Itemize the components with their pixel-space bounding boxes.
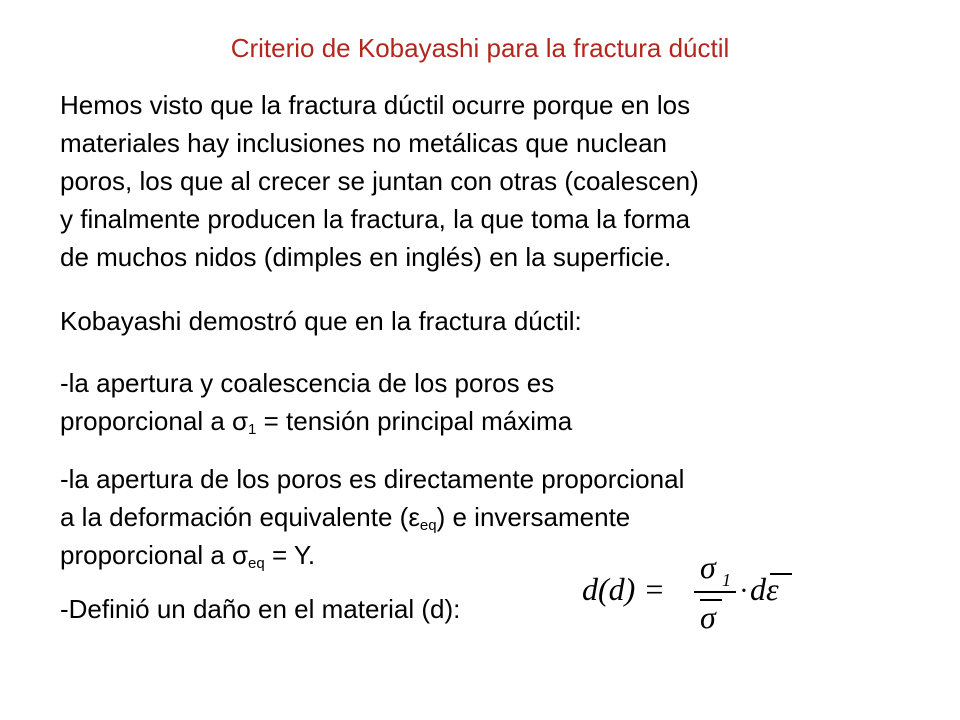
- point2-line2-tail: ) e inversamente: [436, 502, 631, 532]
- sigma-subscript: 1: [248, 421, 257, 438]
- formula-numerator: σ: [700, 549, 716, 585]
- intro-paragraph: [60, 86, 860, 276]
- slide-title: Criterio de Kobayashi para la fractura dúctil: [230, 33, 730, 63]
- sigma-eq-subscript: eq: [248, 555, 265, 572]
- point2-line3-text: proporcional a σ: [60, 540, 249, 570]
- intro-line: y finalmente producen la fractura, la que toma la forma: [60, 204, 691, 234]
- formula-numerator-subscript: 1: [722, 570, 731, 590]
- point2-line2-text: a la deformación equivalente (ε: [60, 502, 420, 532]
- point1-line2: [60, 402, 860, 440]
- point1-line2-text: proporcional a σ: [60, 406, 249, 436]
- kobayashi-intro: Kobayashi demostró que en la fractura dúctil:: [60, 306, 582, 336]
- point2-line2: [60, 498, 860, 536]
- formula-lhs: d(d) =: [582, 571, 665, 607]
- point-principal-stress: [60, 364, 860, 440]
- damage-formula: [580, 548, 800, 638]
- intro-line: materiales hay inclusiones no metálicas que nuclean: [60, 128, 668, 158]
- intro-line: Hemos visto que la fractura dúctil ocurre porque en los: [60, 90, 691, 120]
- point1-line1: -la apertura y coalescencia de los poros es: [60, 368, 555, 398]
- point-damage-definition: -Definió un daño en el material (d):: [60, 594, 461, 624]
- formula-operator: ·: [740, 576, 747, 607]
- epsilon-subscript: eq: [419, 517, 437, 534]
- formula-rhs: dε: [750, 571, 779, 607]
- formula-denominator: σ: [700, 599, 716, 635]
- intro-line: poros, los que al crecer se juntan con otras (coalescen): [60, 166, 699, 196]
- intro-line: de muchos nidos (dimples en inglés) en la superficie.: [60, 242, 672, 272]
- point1-line2-tail: = tensión principal máxima: [256, 406, 573, 436]
- point2-line1: -la apertura de los poros es directamente proporcional: [60, 464, 685, 494]
- point2-line3-tail: = Y.: [264, 540, 316, 570]
